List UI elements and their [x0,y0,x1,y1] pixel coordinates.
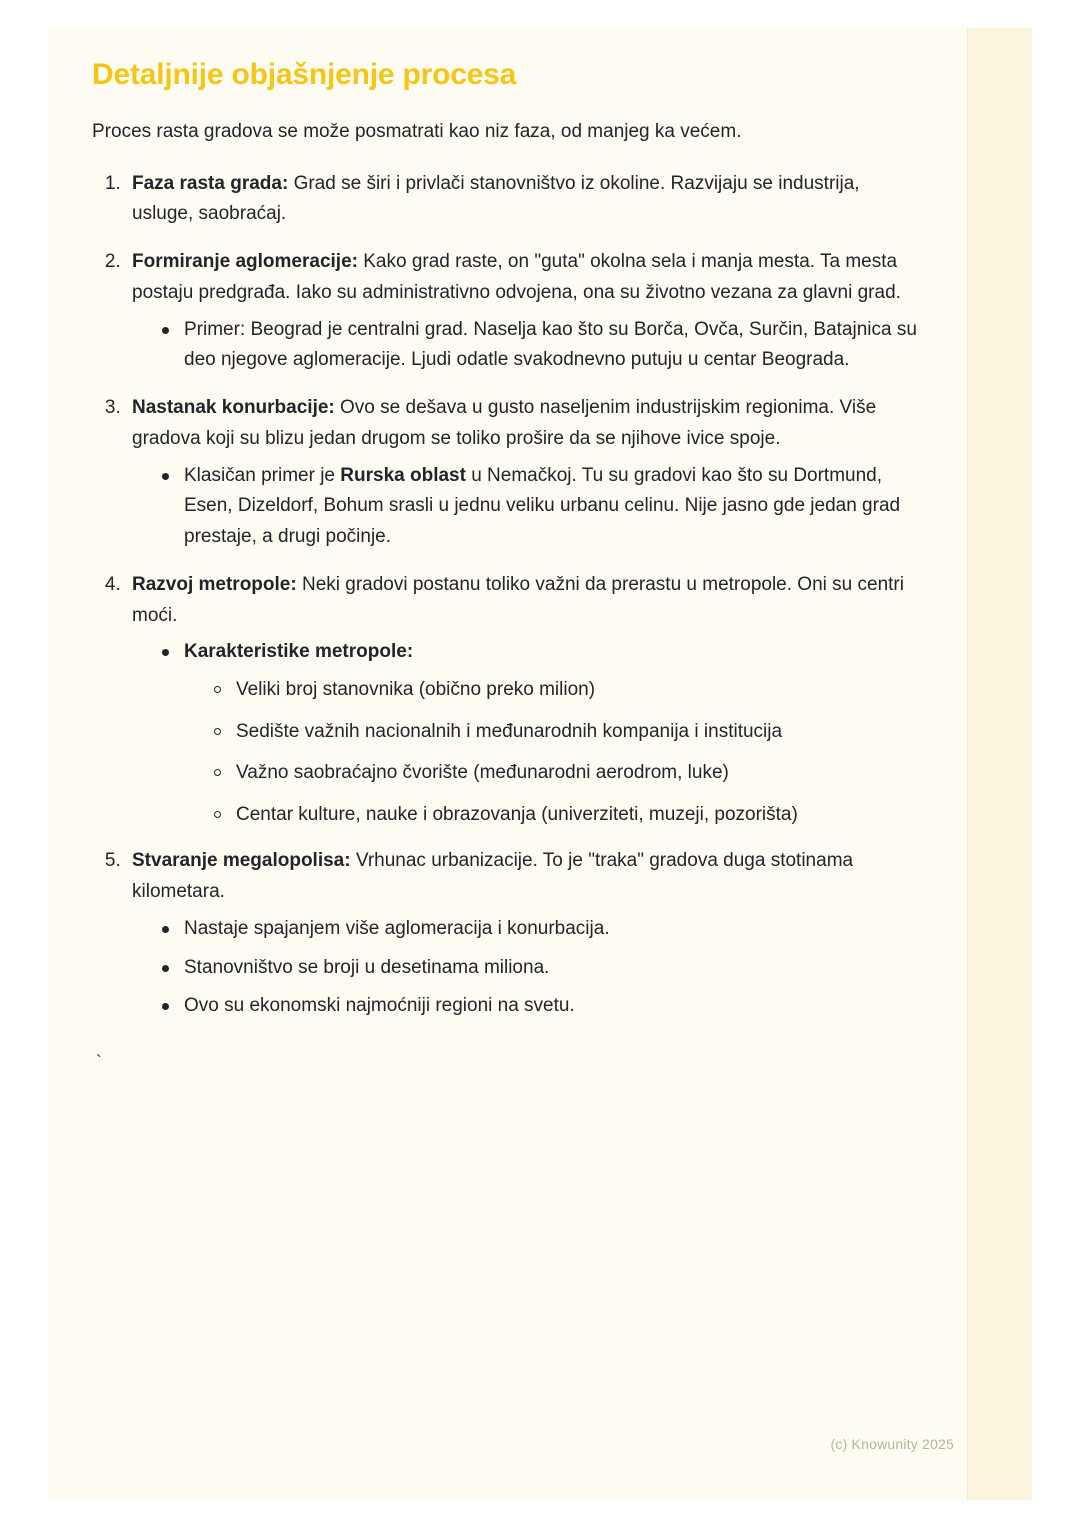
sub-item-prefix: Klasičan primer je [184,464,341,486]
step-term: Nastanak konurbacije: [132,397,335,419]
copyright-notice: (c) Knowunity 2025 [830,1436,954,1452]
document-page [48,28,1032,1500]
step-text: Neki gradovi postanu toliko važni da prerastu u metropole. Oni su centri moći. [132,573,904,626]
list-item [158,991,922,1022]
characteristic-text: Centar kulture, nauke i obrazovanja (univerziteti, muzeji, pozorišta) [236,803,798,825]
list-item [158,914,922,945]
list-item [210,718,922,747]
step-term: Razvoj metropole: [132,573,297,595]
sub-sub-list [184,676,922,829]
sub-item-text: Primer: Beograd je centralni grad. Naselja kao što su Borča, Ovča, Surčin, Batajnica su deo njegove aglomeracije. Ljudi odatle svakodnevno putuju u centar Beograda. [184,318,917,371]
list-item [210,676,922,705]
list-item [210,759,922,788]
page-title: Detaljnije objašnjenje procesa [92,58,517,91]
step-text: Kako grad raste, on "guta" okolna sela i manja mesta. Ta mesta postaju predgrađa. Iako su administrativno odvojena, ona su životno vezana za glavni grad. [132,251,901,303]
sub-list [132,461,922,553]
list-item [158,315,922,377]
list-item [158,461,922,553]
list-item [158,637,922,829]
step-term: Stvaranje megalopolisa: [132,850,351,872]
list-item [126,846,922,1022]
list-item [126,169,922,231]
list-item [126,393,922,553]
page-right-margin-strip [967,28,1032,1500]
page-content [48,28,968,1500]
step-text: Vrhunac urbanizacije. To je "traka" gradova duga stotinama kilometara. [132,850,854,902]
step-text: Ovo se dešava u gusto naseljenim industrijskim regionima. Više gradova koji su blizu jedan drugom se toliko prošire da se njihove ivice spoje. [132,397,877,449]
sub-item-text: Nastaje spajanjem više aglomeracija i konurbacija. [184,917,610,939]
sub-item-bold: Rurska oblast [340,464,466,486]
characteristic-text: Važno saobraćajno čvorište (međunarodni aerodrom, luke) [236,762,729,784]
list-item [158,953,922,984]
step-text: Grad se širi i privlači stanovništvo iz okoline. Razvijaju se industrija, usluge, saobraćaj. [132,172,860,225]
process-steps-list [92,169,922,1023]
intro-paragraph: Proces rasta gradova se može posmatrati kao niz faza, od manjeg ka većem. [92,121,742,142]
sub-item-suffix: u Nemačkoj. Tu su gradovi kao što su Dortmund, Esen, Dizeldorf, Bohum srasli u jednu veliku urbanu celinu. Nije jasno gde jedan grad prestaje, a drugi počinje. [184,464,901,548]
sub-list [132,914,922,1022]
characteristic-text: Sedište važnih nacionalnih i međunarodnih kompanija i institucija [236,720,783,742]
list-item [126,570,922,829]
characteristic-text: Veliki broj stanovnika (obično preko milion) [236,679,596,701]
step-term: Faza rasta grada: [132,172,289,194]
sub-list [132,637,922,829]
list-item [126,247,922,376]
sub-item-text: Ovo su ekonomski najmoćniji regioni na svetu. [184,995,575,1017]
sub-item-label: Karakteristike metropole: [184,641,414,663]
list-item [210,801,922,830]
step-term: Formiranje aglomeracije: [132,251,358,273]
sub-list [132,315,922,377]
trailing-backtick: ` [96,1052,102,1072]
sub-item-text: Stanovništvo se broji u desetinama miliona. [184,956,550,978]
